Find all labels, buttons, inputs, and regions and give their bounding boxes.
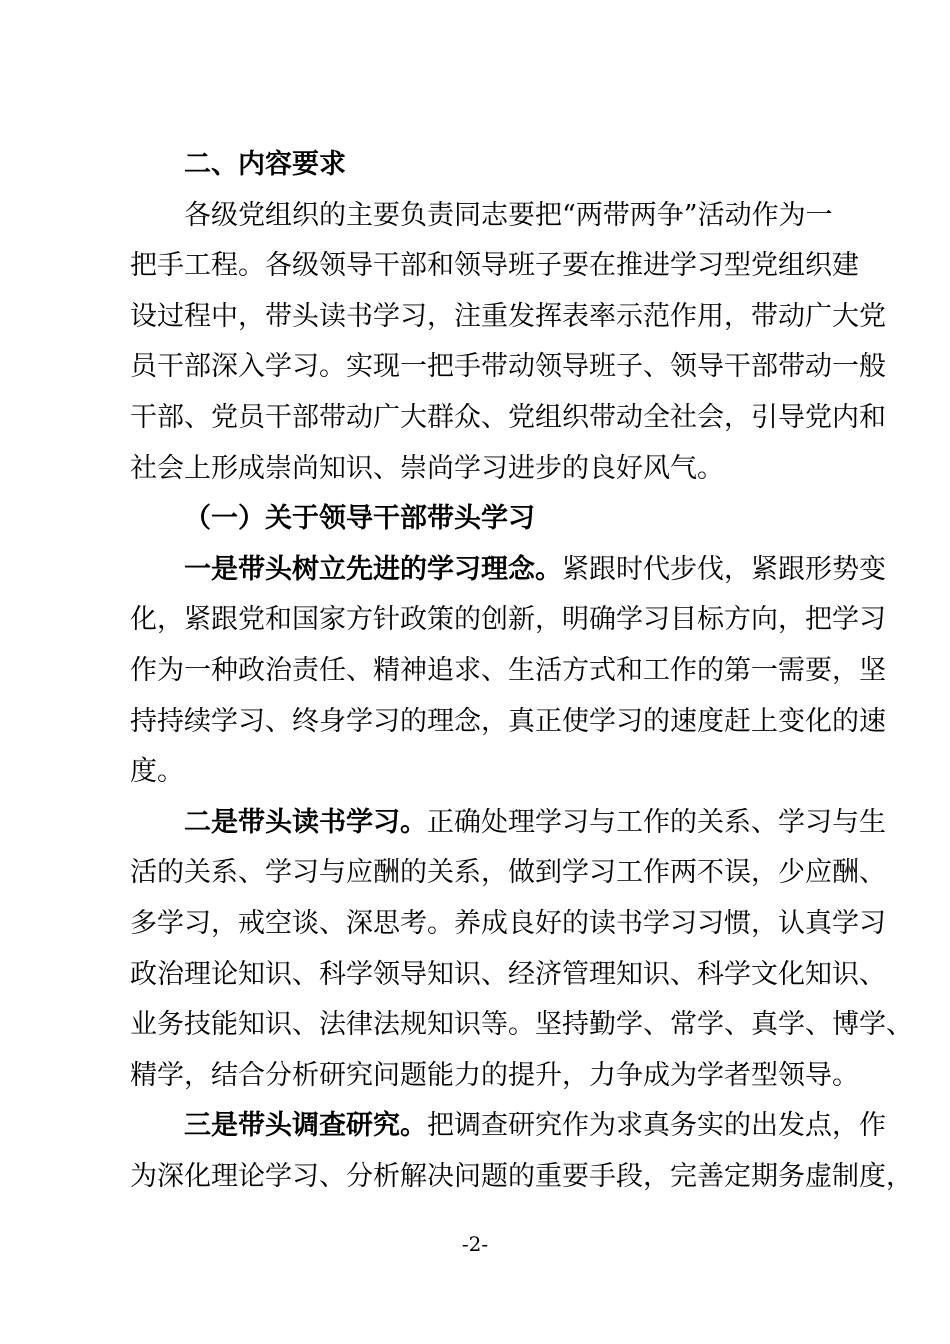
item-paragraph-3 [130, 1101, 913, 1202]
paragraph-line [130, 1101, 886, 1152]
paragraph-line: 各级党组织的主要负责同志要把“两带两争”活动作为一 [184, 199, 833, 231]
subheading: （一）关于领导干部带头学习 [184, 503, 535, 535]
paragraph-line: 精学，结合分析研究问题能力的提升，力争成为学者型领导。 [130, 1059, 859, 1091]
paragraph-line: 作为一种政治责任、精神追求、生活方式和工作的第一需要，坚 [130, 654, 886, 686]
paragraph-line: 把手工程。各级领导干部和领导班子要在推进学习型党组织建 [130, 250, 859, 282]
item-lead: 一是带头树立先进的学习理念。 [184, 553, 562, 585]
paragraph-line: 业务技能知识、法律法规知识等。坚持勤学、常学、真学、博学、 [130, 1009, 913, 1041]
item-text: 紧跟时代步伐，紧跟形势变 [562, 553, 886, 585]
paragraph-line: 员干部深入学习。实现一把手带动领导班子、领导干部带动一般 [130, 351, 886, 383]
paragraph-line: 设过程中，带头读书学习，注重发挥表率示范作用，带动广大党 [130, 300, 886, 332]
paragraph-line: 度。 [130, 756, 184, 788]
item-text: 正确处理学习与工作的关系、学习与生 [427, 806, 886, 838]
paragraph-line: 政治理论知识、科学领导知识、经济管理知识、科学文化知识、 [130, 958, 886, 990]
paragraph-line: 干部、党员干部带动广大群众、党组织带动全社会，引导党内和 [130, 401, 886, 433]
paragraph-line: 为深化理论学习、分析解决问题的重要手段，完善定期务虚制度， [130, 1160, 913, 1192]
page-body [130, 140, 913, 1202]
item-lead: 三是带头调查研究。 [184, 1110, 427, 1142]
item-lead: 二是带头读书学习。 [184, 806, 427, 838]
page-number: -2- [461, 1232, 489, 1256]
item-paragraph-1 [130, 545, 886, 798]
section-heading: 二、内容要求 [184, 149, 346, 180]
paragraph-line: 多学习，戒空谈、深思考。养成良好的读书学习习惯，认真学习 [130, 907, 886, 939]
paragraph-line [130, 545, 886, 596]
paragraph-line: 持持续学习、终身学习的理念，真正使学习的速度赶上变化的速 [130, 705, 886, 737]
intro-paragraph [130, 191, 886, 495]
paragraph-line: 社会上形成崇尚知识、崇尚学习进步的良好风气。 [130, 452, 724, 484]
paragraph-line: 化，紧跟党和国家方针政策的创新，明确学习目标方向，把学习 [130, 604, 886, 636]
paragraph-line: 活的关系、学习与应酬的关系，做到学习工作两不误，少应酬、 [130, 857, 886, 889]
paragraph-line [130, 798, 886, 849]
item-paragraph-2 [130, 798, 913, 1102]
item-text: 把调查研究作为求真务实的出发点，作 [427, 1110, 886, 1142]
